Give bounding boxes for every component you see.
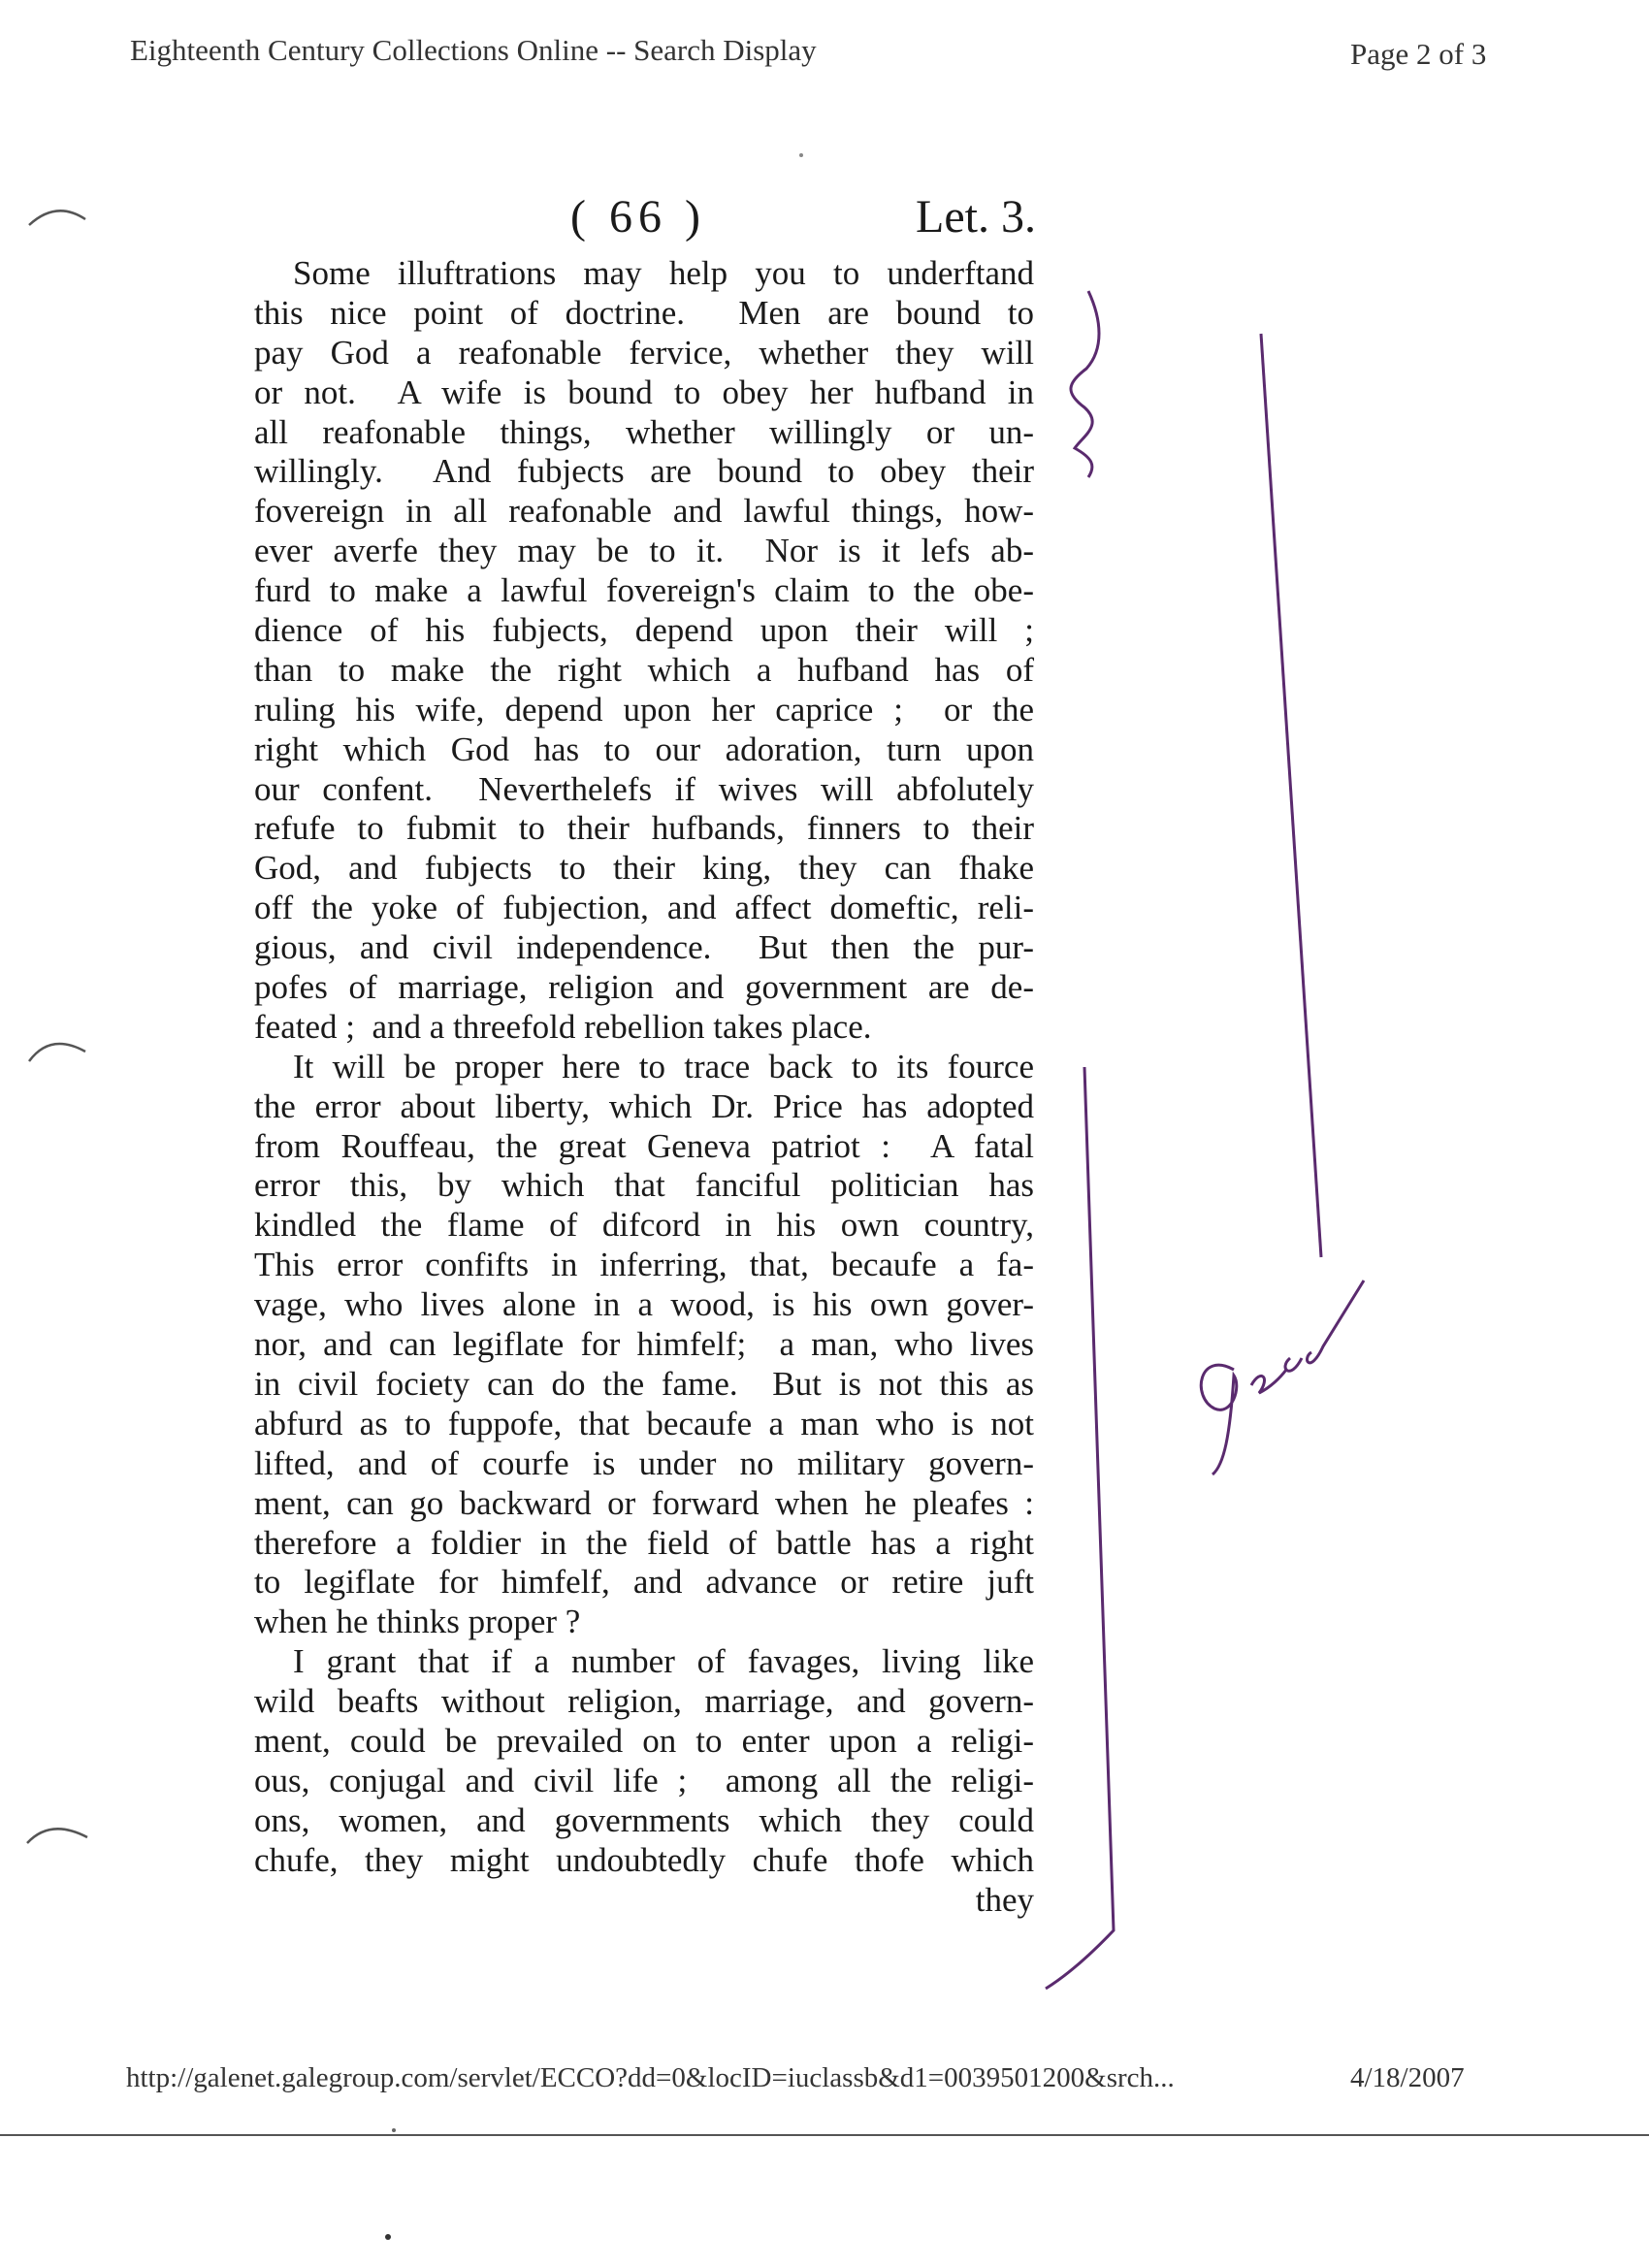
text-line: ever averfe they may be to it. Nor is it lefs ab- <box>254 532 1034 570</box>
text-line: right which God has to our adoration, turn upon <box>254 729 1034 768</box>
text-line: willingly. And fubjects are bound to obey their <box>254 452 1034 491</box>
text-line: lifted, and of courfe is under no military govern- <box>254 1443 1034 1482</box>
text-line: abfurd as to fuppofe, that becaufe a man who is not <box>254 1404 1034 1442</box>
text-line: our confent. Neverthelefs if wives will abfolutely <box>254 769 1034 808</box>
scan-speck <box>392 2128 396 2132</box>
text-line: gious, and civil independence. But then the pur- <box>254 928 1034 967</box>
text-line: therefore a foldier in the field of battle has a right <box>254 1523 1034 1562</box>
text-line: It will be proper here to trace back to its fource <box>293 1047 1034 1085</box>
text-line: when he thinks proper ? <box>254 1603 581 1641</box>
text-line: nor, and can legiflate for himfelf; a man, who lives <box>254 1325 1034 1364</box>
text-line: refufe to fubmit to their hufbands, finners to their <box>254 809 1034 848</box>
text-line: off the yoke of fubjection, and affect domeftic, reli- <box>254 889 1034 927</box>
print-page-indicator: Page 2 of 3 <box>1350 37 1487 71</box>
text-line: furd to make a lawful fovereign's claim to the obe- <box>254 571 1034 610</box>
text-line: This error confifts in inferring, that, becaufe a fa- <box>254 1246 1034 1284</box>
text-line: the error about liberty, which Dr. Price has adopted <box>254 1086 1034 1125</box>
text-line: error this, by which that fanciful politician has <box>254 1166 1034 1205</box>
text-line: God, and fubjects to their king, they can fhake <box>254 849 1034 888</box>
text-line: Some illuftrations may help you to underftand <box>293 254 1034 292</box>
text-line: wild beafts without religion, marriage, and govern- <box>254 1682 1034 1721</box>
text-line: from Rouffeau, the great Geneva patriot : A fatal <box>254 1126 1034 1165</box>
text-line: fovereign in all reafonable and lawful things, how- <box>254 492 1034 531</box>
binder-hole-bottom <box>27 1829 87 1843</box>
handwritten-bracket <box>1071 291 1099 477</box>
text-line: all reafonable things, whether willingly or un- <box>254 412 1034 451</box>
text-line: they <box>975 1880 1034 1919</box>
text-line: this nice point of doctrine. Men are bound to <box>254 293 1034 332</box>
text-line: ruling his wife, depend upon her caprice ; or the <box>254 690 1034 729</box>
text-line: chufe, they might undoubtedly chufe thofe which <box>254 1840 1034 1879</box>
print-footer-date: 4/18/2007 <box>1350 2062 1465 2093</box>
text-line: in civil fociety can do the fame. But is not this as <box>254 1364 1034 1403</box>
body-text <box>254 254 1034 1920</box>
print-header-title: Eighteenth Century Collections Online -- Search Display <box>130 33 817 67</box>
text-line: or not. A wife is bound to obey her hufband in <box>254 373 1034 411</box>
running-head-letter: Let. 3. <box>916 191 1036 243</box>
scan-speck <box>799 153 803 157</box>
print-footer-url: http://galenet.galegroup.com/servlet/ECCO?dd=0&locID=iuclassb&d1=0039501200&srch... <box>126 2062 1175 2093</box>
text-line: kindled the flame of difcord in his own country, <box>254 1206 1034 1245</box>
handwritten-note <box>1201 1280 1364 1474</box>
handwritten-vertical-line-lower <box>1046 1067 1114 1989</box>
text-line: pay God a reafonable fervice, whether they will <box>254 333 1034 372</box>
scan-speck <box>385 2234 391 2240</box>
text-line: ment, can go backward or forward when he pleafes : <box>254 1483 1034 1522</box>
text-line: I grant that if a number of favages, living like <box>293 1642 1034 1681</box>
text-line: to legiflate for himfelf, and advance or retire juft <box>254 1563 1034 1602</box>
text-line: ous, conjugal and civil life ; among all the religi- <box>254 1761 1034 1799</box>
binder-hole-middle <box>29 1044 85 1061</box>
text-line: feated ; and a threefold rebellion takes place. <box>254 1007 872 1046</box>
running-head-page-number: ( 66 ) <box>570 191 706 243</box>
text-line: than to make the right which a hufband has of <box>254 650 1034 689</box>
text-line: vage, who lives alone in a wood, is his own gover- <box>254 1285 1034 1324</box>
text-line: pofes of marriage, religion and government are de- <box>254 968 1034 1007</box>
footer-rule <box>0 2134 1649 2136</box>
handwritten-vertical-line-upper <box>1261 334 1321 1257</box>
text-line: ment, could be prevailed on to enter upon a religi- <box>254 1721 1034 1760</box>
text-line: ons, women, and governments which they could <box>254 1800 1034 1839</box>
binder-hole-top <box>29 211 85 225</box>
text-line: dience of his fubjects, depend upon their will ; <box>254 611 1034 650</box>
